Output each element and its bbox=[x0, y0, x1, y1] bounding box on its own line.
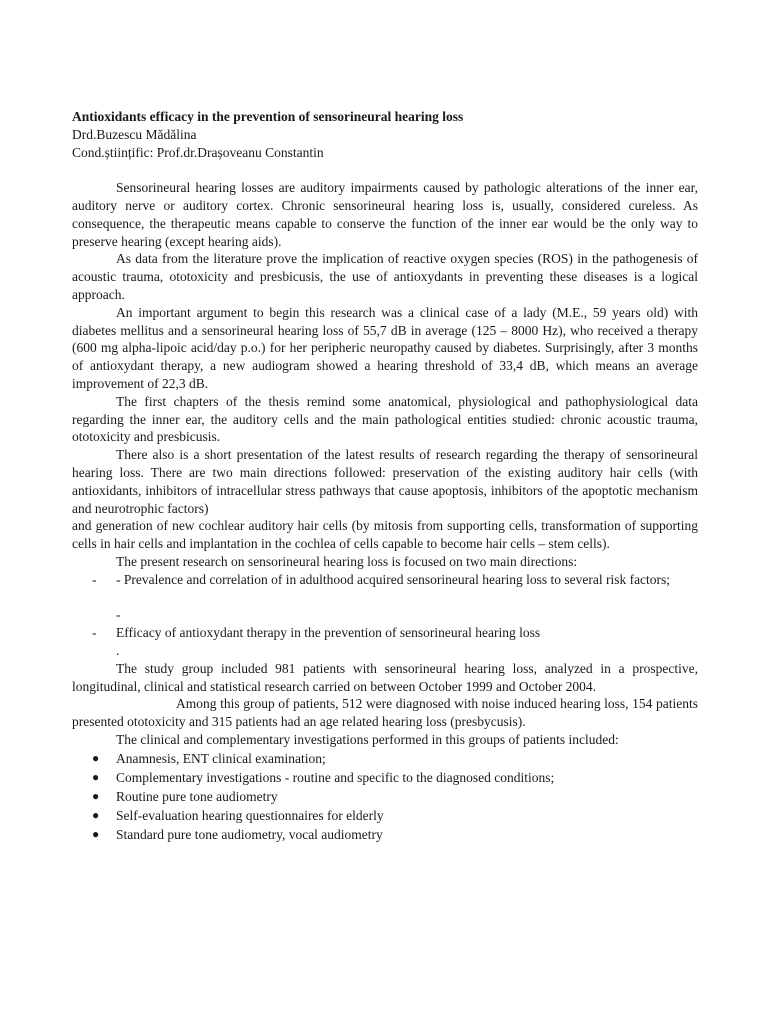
document-title: Antioxidants efficacy in the prevention of sensorineural hearing loss bbox=[72, 109, 464, 124]
list-item-text: - Prevalence and correlation of in adulthood acquired sensorineural hearing loss to several risk factors; bbox=[116, 571, 671, 587]
paragraph-investigations: The clinical and complementary investigations performed in this groups of patients included: bbox=[116, 731, 619, 747]
list-item bbox=[72, 624, 698, 642]
document-page bbox=[72, 108, 698, 844]
list-item bbox=[72, 806, 698, 825]
dash-marker: - bbox=[92, 571, 97, 587]
author-line: Drd.Buzescu Mădălina bbox=[72, 126, 197, 142]
list-item-empty: - bbox=[116, 607, 121, 623]
list-item-text: Standard pure tone audiometry, vocal audiometry bbox=[116, 826, 383, 842]
paragraph-hair-cells: and generation of new cochlear auditory hair cells (by mitosis from supporting cells, transformation of supporting cells in hair cells and implantation in the cochlea of cells capable to become hair cells – stem cells). bbox=[72, 518, 698, 552]
paragraph-chapters: The first chapters of the thesis remind some anatomical, physiological and pathophysiological data regarding the inner ear, the auditory cells and the main pathological entities studied: chronic acoustic trauma, ototoxicity and presbicusis. bbox=[72, 393, 698, 445]
list-item-text: Efficacy of antioxydant therapy in the prevention of sensorineural hearing loss bbox=[116, 625, 541, 641]
supervisor-line: Cond.științific: Prof.dr.Drașoveanu Constantin bbox=[72, 144, 324, 160]
bullet-icon: ● bbox=[92, 807, 100, 822]
list-item bbox=[72, 787, 698, 806]
list-item-text: Anamnesis, ENT clinical examination; bbox=[116, 750, 326, 766]
list-item bbox=[72, 768, 698, 787]
bullet-icon: ● bbox=[92, 750, 100, 765]
bullet-icon: ● bbox=[92, 788, 100, 803]
spacer bbox=[72, 161, 698, 179]
bullet-icon: ● bbox=[92, 826, 100, 841]
paragraph-study-group: The study group included 981 patients with sensorineural hearing loss, analyzed in a prospective, longitudinal, clinical and statistical research carried on between October 1999 and October 2004. bbox=[72, 660, 698, 694]
paragraph-therapy-research: There also is a short presentation of the latest results of research regarding the therapy of sensorineural hearing loss. There are two main directions followed: preservation of the existing auditory hair cells (with antioxidants, inhibitors of intracellular stress pathways that cause apoptosis, inhibitors of the apoptotic mechanism and neurotrophic factors) bbox=[72, 447, 698, 516]
list-item-period: . bbox=[116, 642, 120, 658]
spacer bbox=[72, 589, 698, 607]
list-item bbox=[72, 825, 698, 844]
paragraph-directions: The present research on sensorineural hearing loss is focused on two main directions: bbox=[116, 553, 578, 569]
list-item bbox=[72, 571, 698, 589]
list-item-text: Routine pure tone audiometry bbox=[116, 788, 278, 804]
list-item-text: Complementary investigations - routine and specific to the diagnosed conditions; bbox=[116, 769, 555, 785]
paragraph-ros: As data from the literature prove the implication of reactive oxygen species (ROS) in the pathogenesis of acoustic trauma, ototoxicity and presbicusis, the use of antioxydants in preventing these diseases is a logical approach. bbox=[72, 251, 698, 302]
investigations-list bbox=[72, 749, 698, 844]
dash-marker: - bbox=[92, 625, 97, 641]
paragraph-intro: Sensorineural hearing losses are auditory impairments caused by pathologic alterations of the inner ear, auditory nerve or auditory cortex. Chronic sensorineural hearing loss is, usually, considered cureless. As consequence, the therapeutic means capable to conserve the function of the inner ear would be the only way to preserve hearing (except hearing aids). bbox=[72, 180, 698, 249]
bullet-icon: ● bbox=[92, 769, 100, 784]
paragraph-clinical-case: An important argument to begin this research was a clinical case of a lady (M.E., 59 years old) with diabetes mellitus and a sensorineural hearing loss of 55,7 dB in average (125 – 8000 Hz), who received a therapy (600 mg alpha-lipoic acid/day p.o.) for her peripheric neuropathy caused by diabetes. Surprisingly, after 3 months of antioxydant therapy, a new audiogram showed a hearing threshold of 33,4 dB, which means an average improvement of 22,3 dB. bbox=[72, 304, 698, 391]
list-item bbox=[72, 749, 698, 768]
paragraph-patient-groups: Among this group of patients, 512 were diagnosed with noise induced hearing loss, 154 patients presented ototoxicity and 315 patients had an age related hearing loss (presbycusis). bbox=[72, 696, 698, 730]
list-item-text: Self-evaluation hearing questionnaires for elderly bbox=[116, 807, 384, 823]
